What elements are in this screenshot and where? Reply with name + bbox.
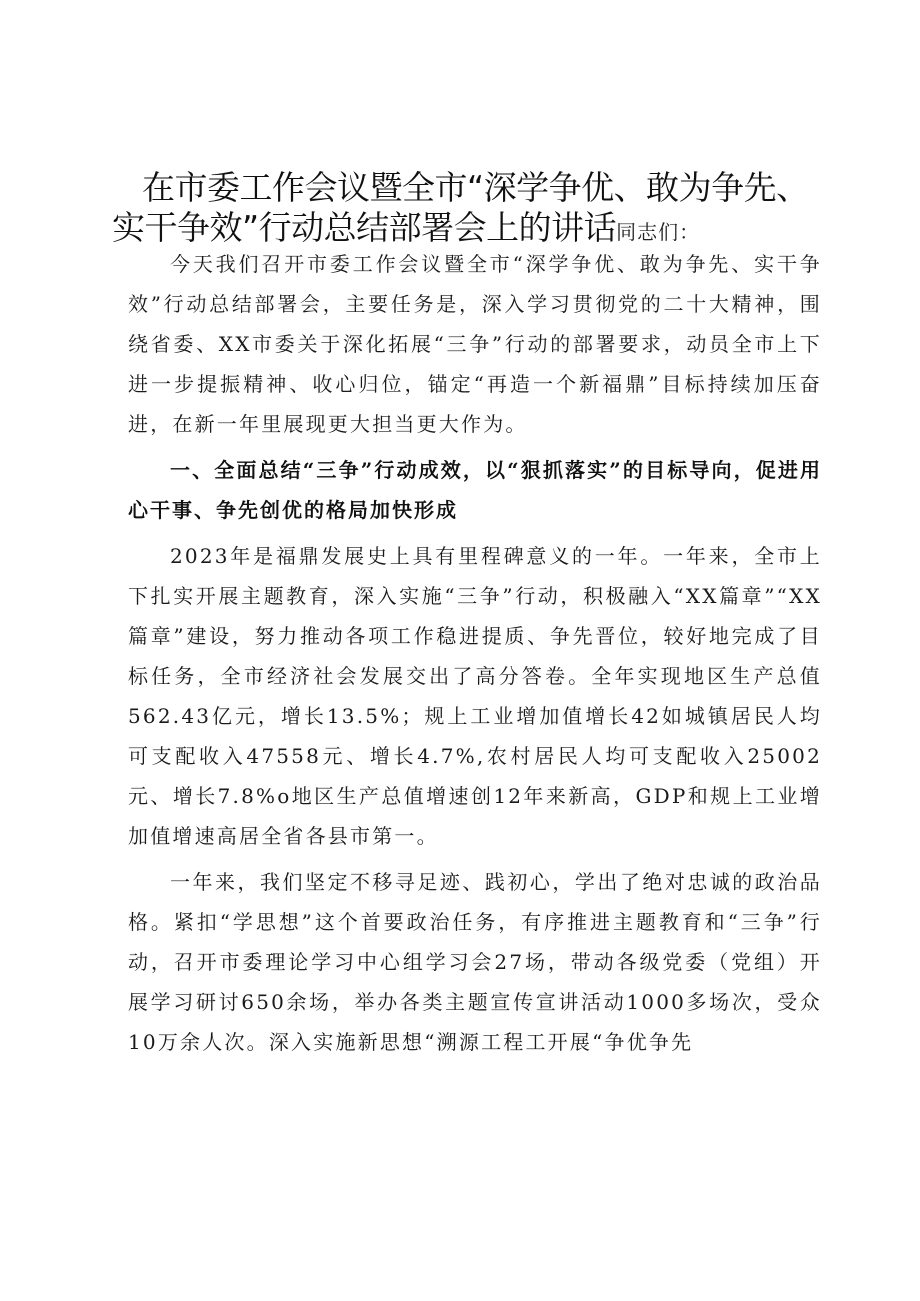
- paragraph-political-character: 一年来，我们坚定不移寻足迹、践初心，学出了绝对忠诚的政治品格。紧扣“学思想”这个首要政治任务，有序推进主题教育和“三争”行动，召开市委理论学习中心组学习会27场，带动各级党委（党组）开展学习研讨650余场，举办各类主题宣传宣讲活动1000多场次，受众10万余人次。深入实施新思想“溯源工程工开展“争优争先: [128, 870, 822, 1054]
- section-heading-1: 一、全面总结“三争”行动成效，以“狠抓落实”的目标导向，促进用心干事、争先创优的格局加快形成: [128, 458, 822, 522]
- paragraph-intro: 今天我们召开市委工作会议暨全市“深学争优、敢为争先、实干争效”行动总结部署会，主要任务是，深入学习贯彻党的二十大精神，围绕省委、XX市委关于深化拓展“三争”行动的部署要求，动员全市上下进一步提振精神、收心归位，锚定“再造一个新福鼎”目标持续加压奋进，在新一年里展现更大担当更大作为。: [128, 252, 822, 436]
- title-text: 在市委工作会议暨全市“深学争优、敢为争先、实干争效”行动总结部署会上的讲话: [112, 168, 809, 247]
- document-body: [128, 244, 822, 1068]
- paragraph-achievements: 2023年是福鼎发展史上具有里程碑意义的一年。一年来，全市上下扎实开展主题教育，深入实施“三争”行动，积极融入“XX篇章”“XX篇章”建设，努力推动各项工作稳进提质、争先晋位，较好地完成了目标任务，全市经济社会发展交出了高分答卷。全年实现地区生产总值562.43亿元，增长13.5%；规上工业增加值增长42如城镇居民人均可支配收入47558元、增长4.7%,农村居民人均可支配收入25002元、增长7.8%o地区生产总值增速创12年来新高，GDP和规上工业增加值增速高居全省各县市第一。: [128, 544, 822, 848]
- salutation: 同志们：: [616, 220, 701, 244]
- speech-title: [112, 168, 827, 252]
